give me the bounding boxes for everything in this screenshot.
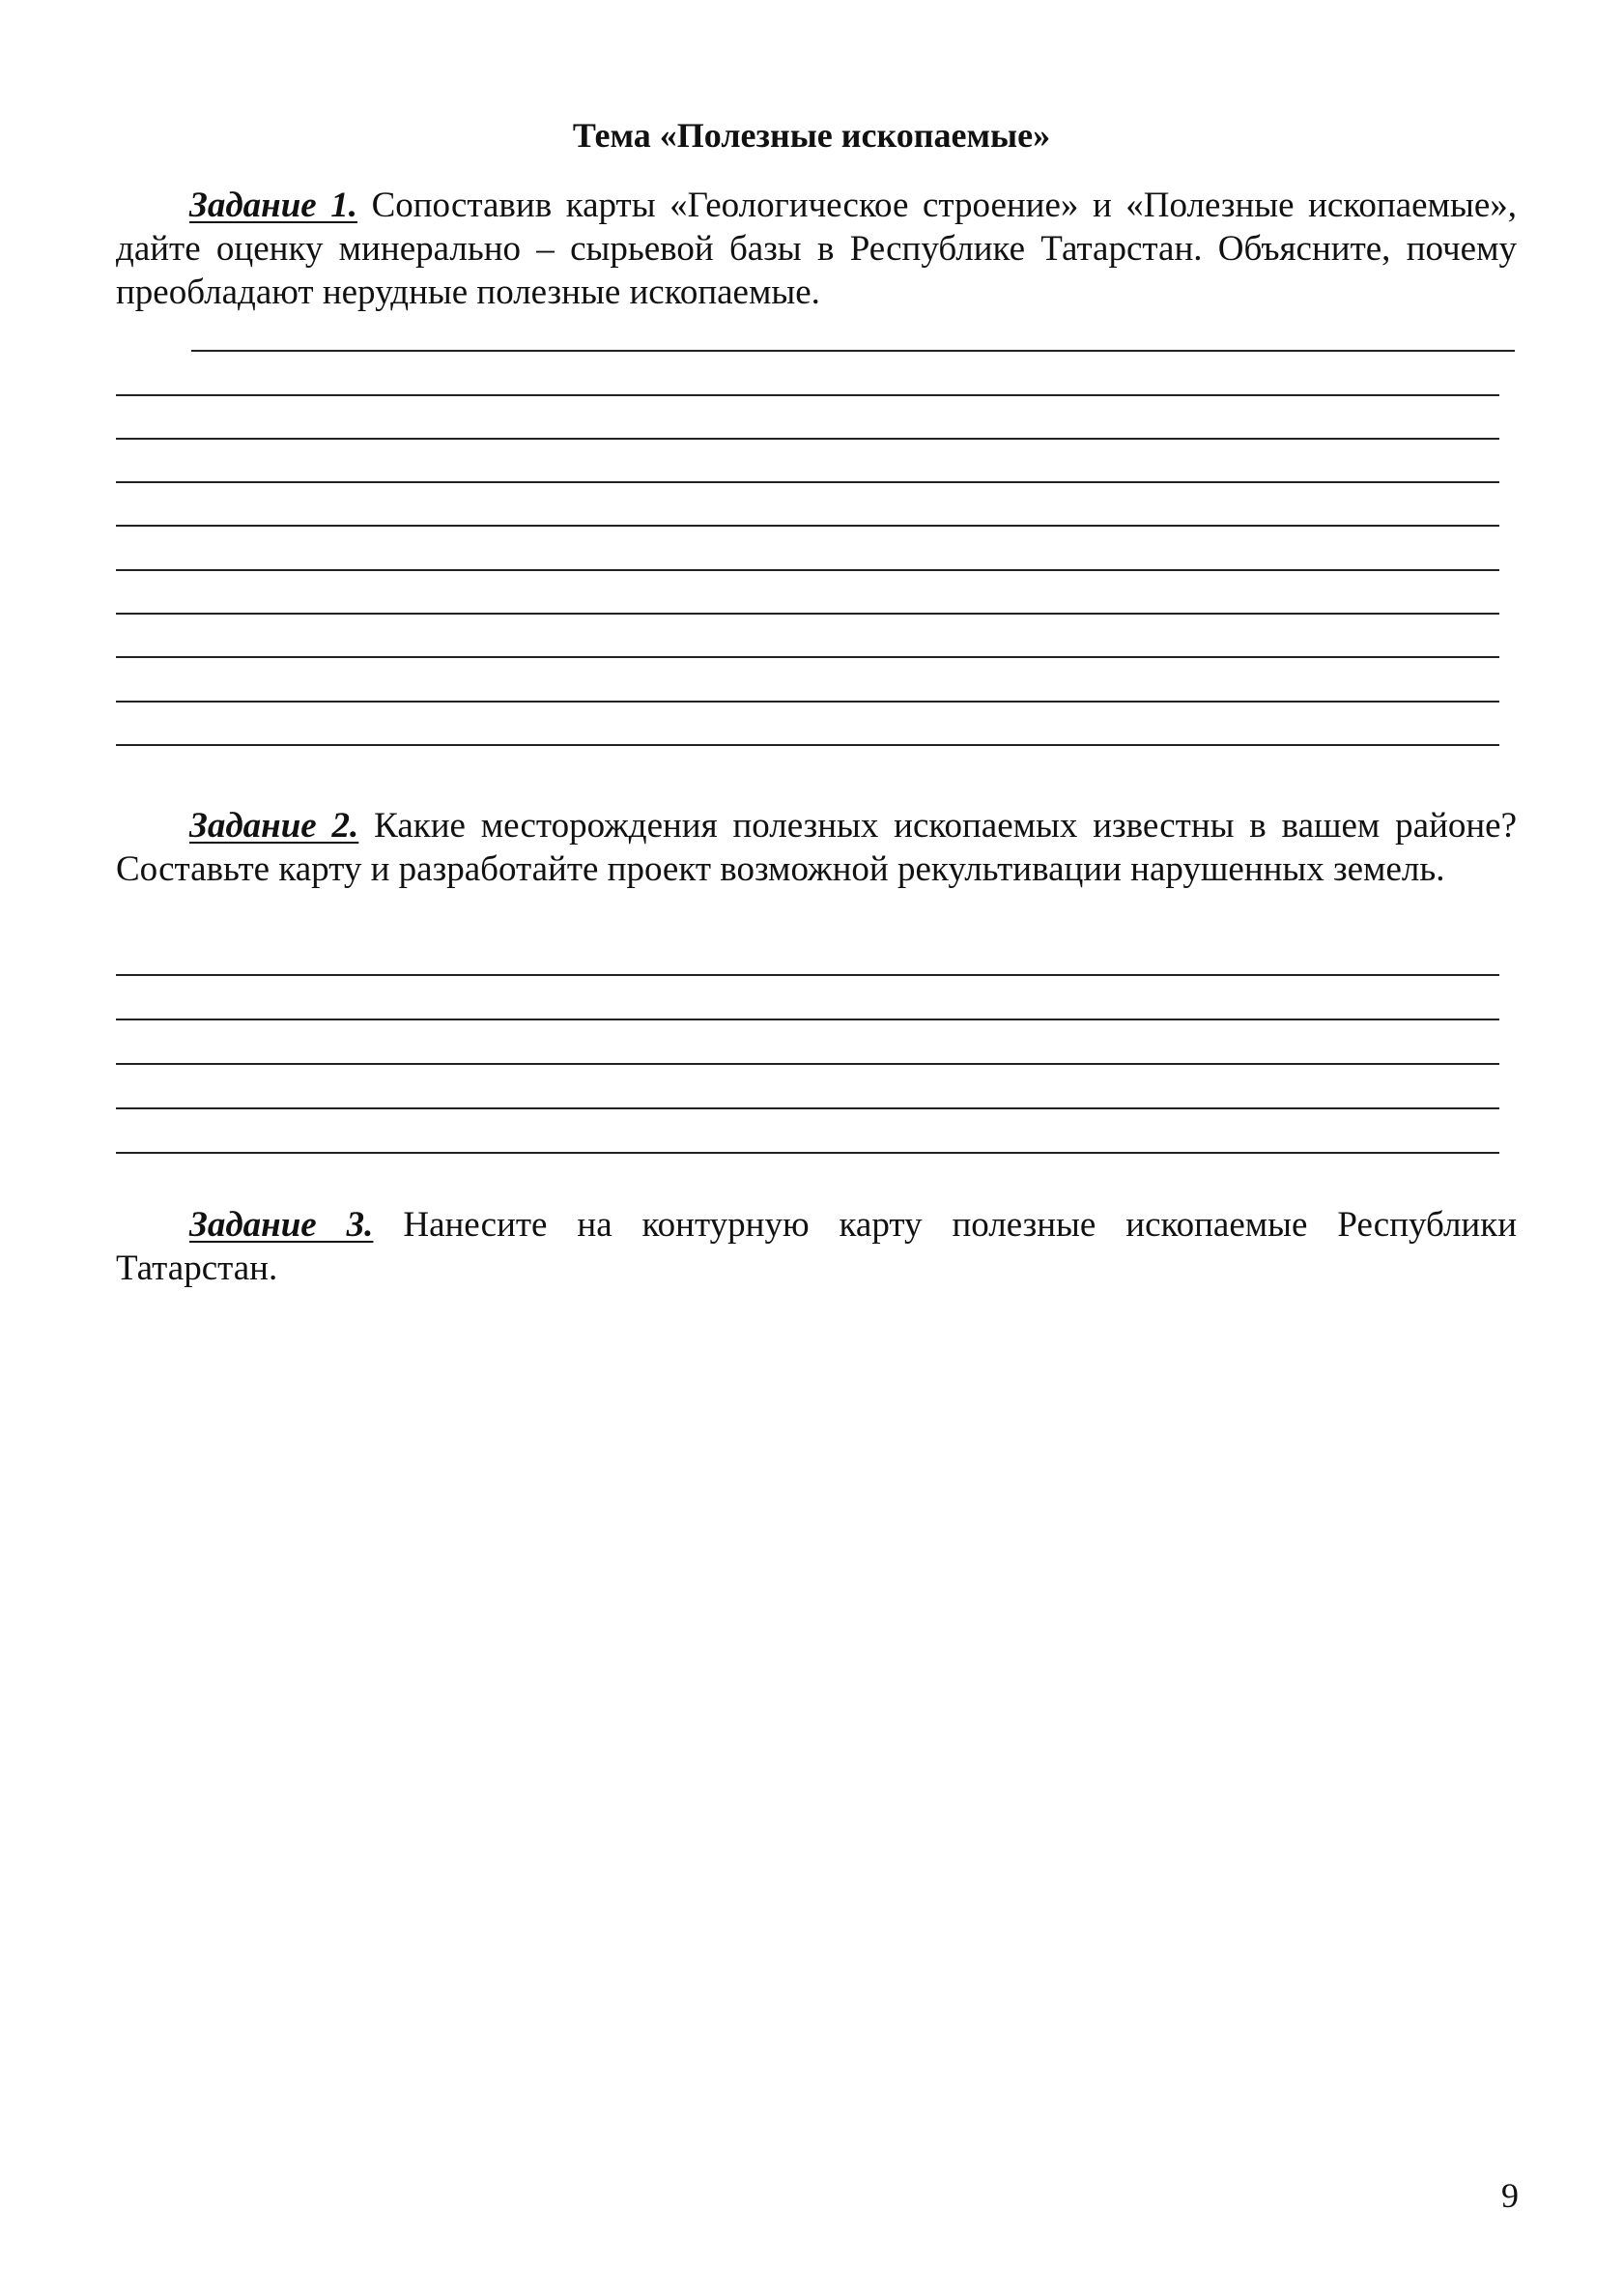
task-1-answer-line[interactable] <box>116 481 1499 483</box>
task-1 <box>116 184 1517 314</box>
task-2-answer-line[interactable] <box>116 1019 1499 1020</box>
task-2 <box>116 804 1517 891</box>
task-1-answer-line[interactable] <box>116 438 1499 440</box>
task-1-answer-line[interactable] <box>191 350 1515 352</box>
page-number: 9 <box>1501 2176 1519 2215</box>
task-2-answer-line[interactable] <box>116 1063 1499 1065</box>
task-1-answer-line[interactable] <box>116 394 1499 396</box>
task-3 <box>116 1203 1517 1290</box>
task-2-answer-line[interactable] <box>116 1152 1499 1154</box>
task-3-text: Нанесите на контурную карту полезные ископаемые Республики Татарстан. <box>116 1205 1517 1288</box>
task-2-answer-line[interactable] <box>116 974 1499 976</box>
task-1-answer-line[interactable] <box>116 701 1499 703</box>
task-1-answer-line[interactable] <box>116 744 1499 746</box>
task-1-answer-line[interactable] <box>116 613 1499 615</box>
task-1-text: Сопоставив карты «Геологическое строение» и «Полезные ископаемые», дайте оценку минерально – сырьевой базы в Республике Татарстан. Объясните, почему преобладают нерудные полезные ископаемые. <box>116 186 1517 312</box>
task-1-answer-line[interactable] <box>116 525 1499 527</box>
task-3-label: Задание 3. <box>189 1205 374 1245</box>
task-1-label: Задание 1. <box>189 186 358 225</box>
page-title: Тема «Полезные ископаемые» <box>572 116 1051 155</box>
task-1-answer-line[interactable] <box>116 569 1499 571</box>
task-2-answer-line[interactable] <box>116 1107 1499 1109</box>
task-1-answer-line[interactable] <box>116 656 1499 658</box>
task-2-label: Задание 2. <box>189 806 359 846</box>
task-2-text: Какие месторождения полезных ископаемых известны в вашем районе? Составьте карту и разработайте проект возможной рекультивации нарушенных земель. <box>116 806 1518 889</box>
